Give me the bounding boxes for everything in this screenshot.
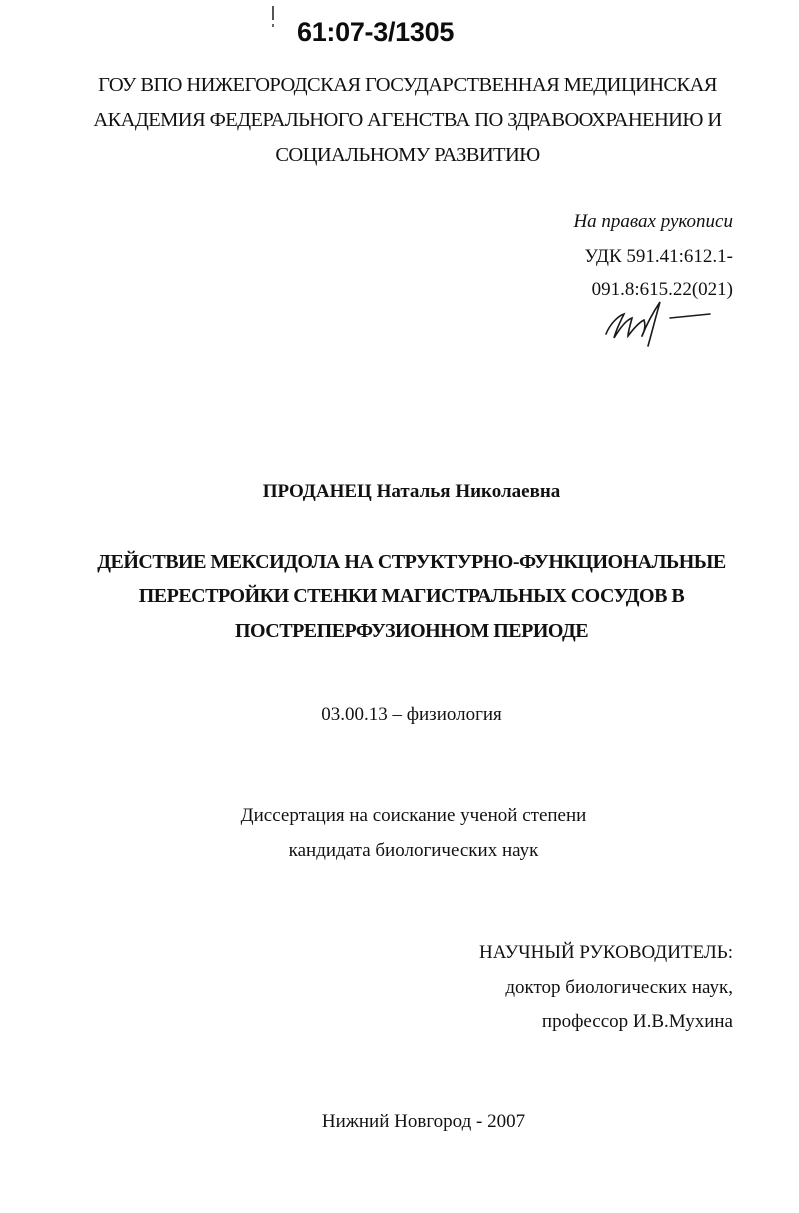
udk-line-2: 091.8:615.22(021): [591, 279, 733, 300]
supervisor-degree: доктор биологических наук,: [505, 977, 733, 998]
institution-line-3: СОЦИАЛЬНОМУ РАЗВИТИЮ: [275, 144, 540, 166]
scan-mark: [272, 6, 274, 20]
author-name: ПРОДАНЕЦ Наталья Николаевна: [262, 481, 561, 502]
title-line-3: ПОСТРЕПЕРФУЗИОННОМ ПЕРИОДЕ: [234, 620, 589, 642]
manuscript-notice: На правах рукописи: [573, 211, 733, 232]
specialty-code: 03.00.13 – физиология: [321, 704, 502, 725]
degree-line-1: Диссертация на соискание ученой степени: [240, 805, 587, 826]
signature-icon: [598, 296, 728, 348]
udk-line-1: УДК 591.41:612.1-: [584, 246, 733, 267]
supervisor-name: профессор И.В.Мухина: [541, 1011, 733, 1032]
degree-line-2: кандидата биологических наук: [288, 840, 539, 861]
title-line-2: ПЕРЕСТРОЙКИ СТЕНКИ МАГИСТРАЛЬНЫХ СОСУДОВ В: [138, 585, 685, 607]
scan-mark-dot: [272, 24, 274, 27]
institution-line-1: ГОУ ВПО НИЖЕГОРОДСКАЯ ГОСУДАРСТВЕННАЯ МЕДИЦИНСКАЯ: [98, 74, 717, 96]
institution-line-2: АКАДЕМИЯ ФЕДЕРАЛЬНОГО АГЕНСТВА ПО ЗДРАВООХРАНЕНИЮ И: [93, 109, 722, 131]
supervisor-heading: НАУЧНЫЙ РУКОВОДИТЕЛЬ:: [479, 942, 733, 963]
archive-stamp: 61:07-3/1305: [297, 17, 455, 47]
title-line-1: ДЕЙСТВИЕ МЕКСИДОЛА НА СТРУКТУРНО-ФУНКЦИОНАЛЬНЫЕ: [97, 551, 726, 573]
place-and-year: Нижний Новгород - 2007: [321, 1111, 526, 1132]
